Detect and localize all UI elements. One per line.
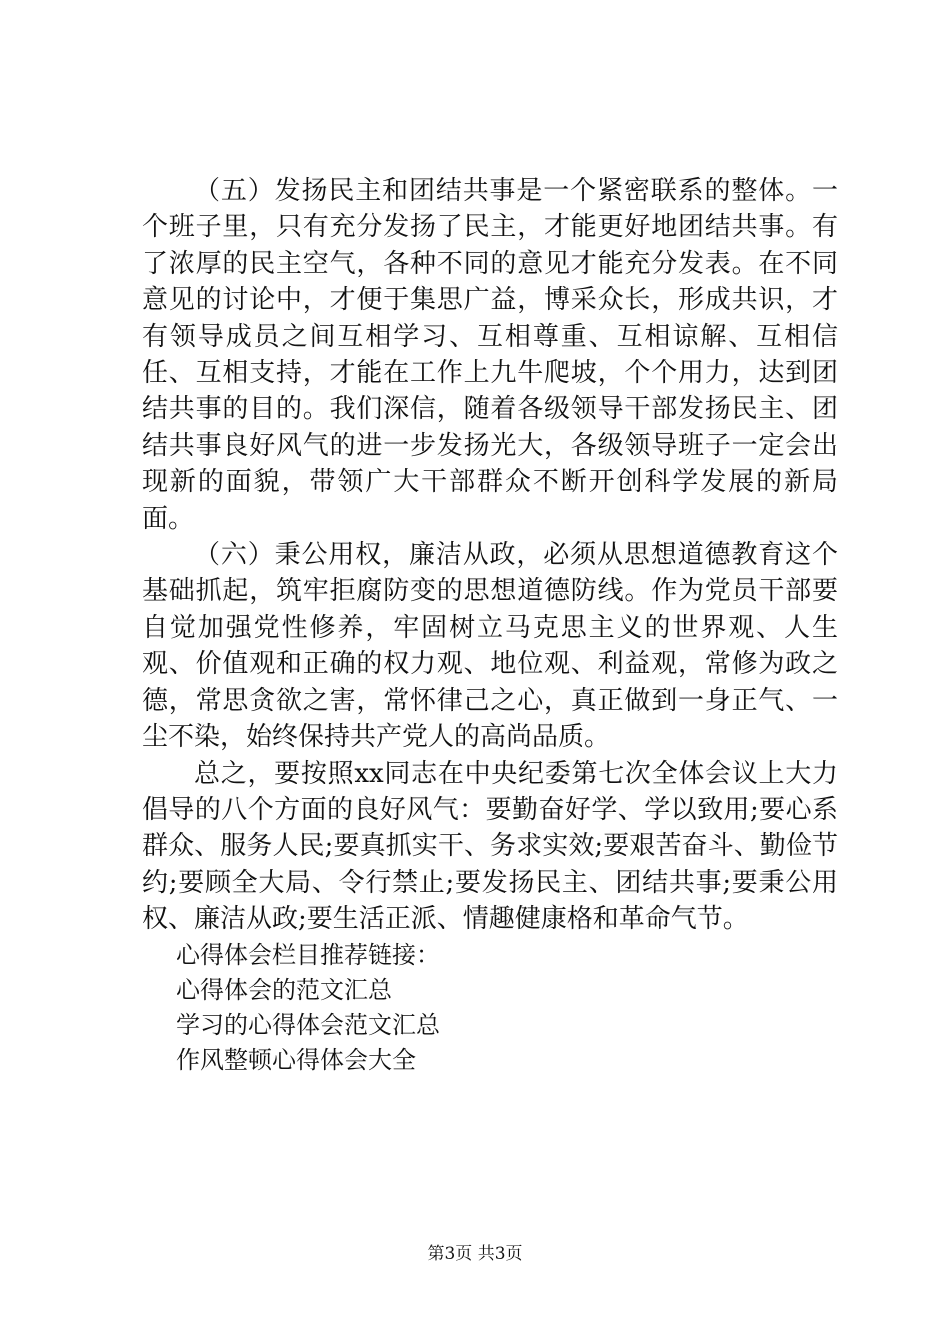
link-item[interactable]: 学习的心得体会范文汇总 (176, 1010, 440, 1039)
document-body (142, 173, 838, 1078)
link-item[interactable]: 心得体会的范文汇总 (176, 975, 392, 1004)
page-number-footer: 第3页 共3页 (427, 1244, 523, 1264)
paragraph-six: （六）秉公用权，廉洁从政，必须从思想道德教育这个基础抓起，筑牢拒腐防变的思想道德防线。作为党员干部要自觉加强党性修养，牢固树立马克思主义的世界观、人生观、价值观和正确的权力观、地位观、利益观，常修为政之德，常思贪欲之害，常怀律己之心，真正做到一身正气、一尘不染，始终保持共产党人的高尚品质。 (142, 540, 838, 753)
links-section-title: 心得体会栏目推荐链接： (176, 940, 440, 969)
paragraph-five: （五）发扬民主和团结共事是一个紧密联系的整体。一个班子里，只有充分发扬了民主，才能更好地团结共事。有了浓厚的民主空气，各种不同的意见才能充分发表。在不同意见的讨论中，才便于集思广益，博采众长，形成共识，才有领导成员之间互相学习、互相尊重、互相谅解、互相信任、互相支持，才能在工作上九牛爬坡，个个用力，达到团结共事的目的。我们深信，随着各级领导干部发扬民主、团结共事良好风气的进一步发扬光大，各级领导班子一定会出现新的面貌，带领广大干部群众不断开创科学发展的新局面。 (142, 176, 838, 534)
link-item[interactable]: 作风整顿心得体会大全 (176, 1045, 416, 1074)
paragraph-summary: 总之，要按照xx同志在中央纪委第七次全体会议上大力倡导的八个方面的良好风气：要勤奋好学、学以致用;要心系群众、服务人民;要真抓实干、务求实效;要艰苦奋斗、勤俭节约;要顾全大局、令行禁止;要发扬民主、团结共事;要秉公用权、廉洁从政;要生活正派、情趣健康格和革命气节。 (142, 758, 838, 935)
